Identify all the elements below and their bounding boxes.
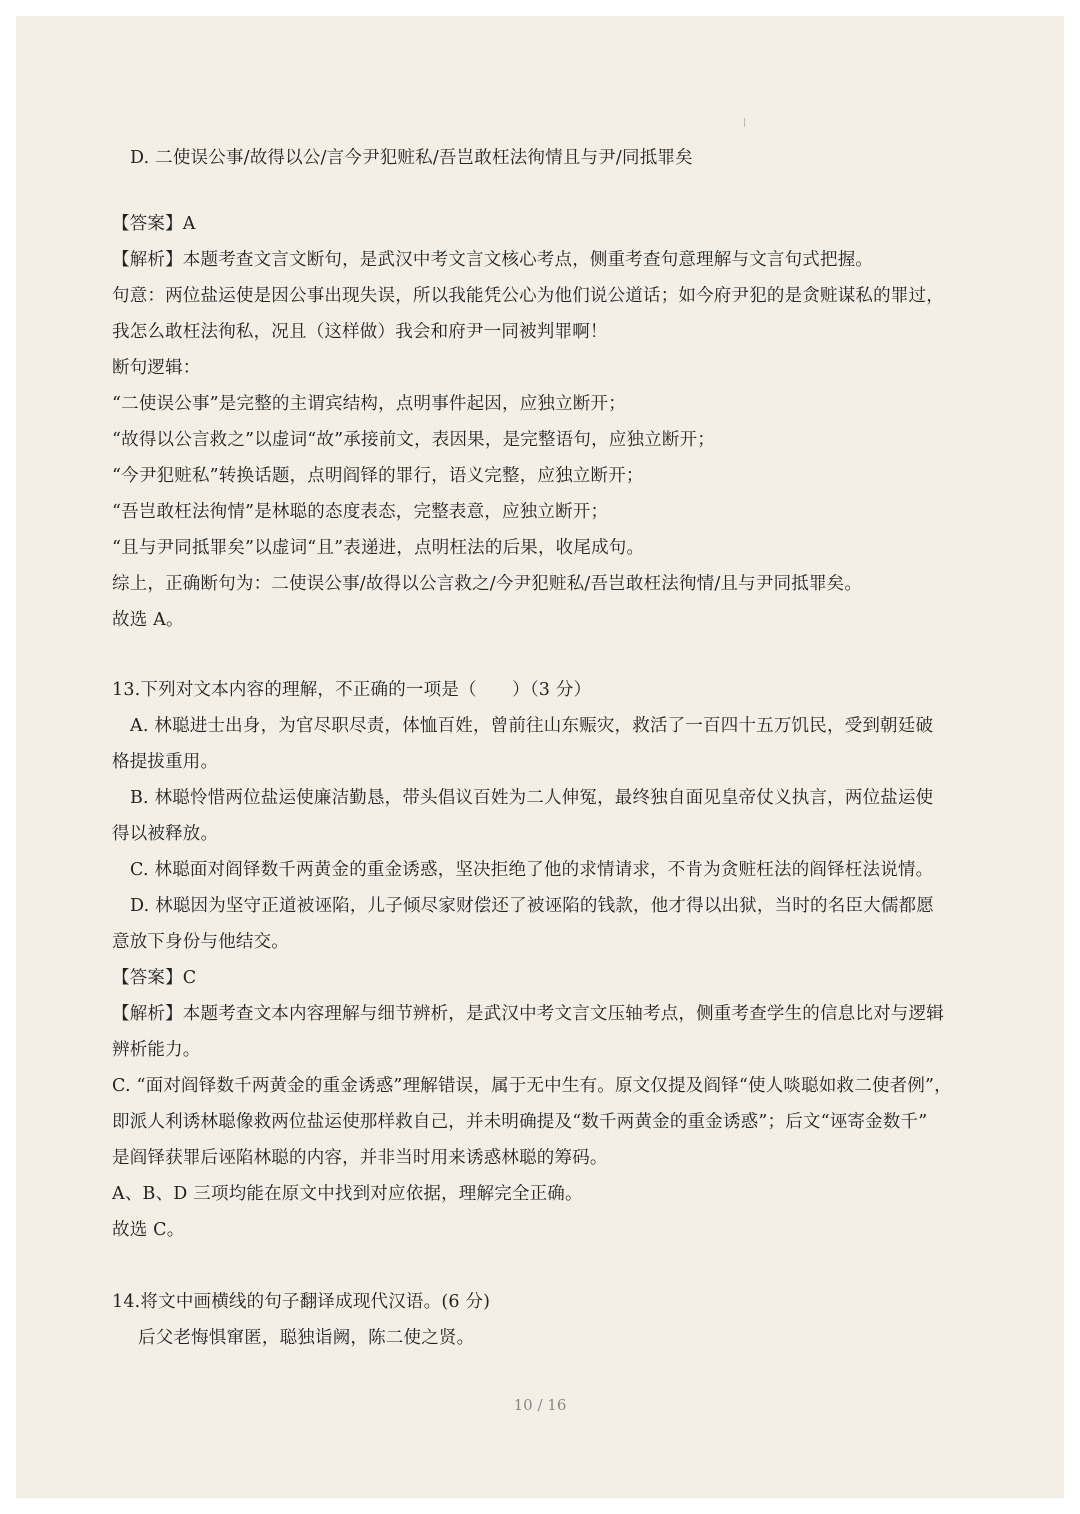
scan-mark <box>744 118 745 127</box>
question-14: 14.将文中画横线的句子翻译成现代汉语。(6 分) <box>112 1292 491 1312</box>
analysis-line: “今尹犯赃私”转换话题，点明阎铎的罪行，语义完整，应独立断开； <box>112 466 644 486</box>
option-d: D. 林聪因为坚守正道被诬陷，儿子倾尽家财偿还了被诬陷的钱款，他才得以出狱，当时的名臣大儒都愿 <box>130 896 934 916</box>
answer-label: 【答案】C <box>112 968 197 988</box>
option-c: C. 林聪面对阎铎数千两黄金的重金诱惑，坚决拒绝了他的求情请求，不肯为贪赃枉法的阎铎枉法说情。 <box>130 860 934 880</box>
analysis-line: 辨析能力。 <box>112 1040 201 1060</box>
analysis-line: C. “面对阎铎数千两黄金的重金诱惑”理解错误，属于无中生有。原文仅提及阎铎“使人啖聪如救二使者例”， <box>112 1076 952 1096</box>
option-d-cont: 意放下身份与他结交。 <box>112 932 289 952</box>
conclusion-line: 故选 A。 <box>112 610 184 630</box>
analysis-line: 断句逻辑： <box>112 358 201 378</box>
document-page <box>16 16 1064 1498</box>
analysis-line: “且与尹同抵罪矣”以虚词“且”表递进，点明枉法的后果，收尾成句。 <box>112 538 645 558</box>
analysis-line: 【解析】本题考查文言文断句，是武汉中考文言文核心考点，侧重考查句意理解与文言句式把握。 <box>112 250 874 270</box>
analysis-line: 综上，正确断句为：二使误公事/故得以公言救之/今尹犯赃私/吾岂敢枉法徇情/且与尹同抵罪矣。 <box>112 574 863 594</box>
option-a: A. 林聪进士出身，为官尽职尽责，体恤百姓，曾前往山东赈灾，救活了一百四十五万饥民，受到朝廷破 <box>130 716 934 736</box>
question-14-sentence: 后父老悔惧窜匿，聪独诣阙，陈二使之贤。 <box>138 1328 475 1348</box>
page-number: 10 / 16 <box>513 1396 567 1414</box>
analysis-line: 【解析】本题考查文本内容理解与细节辨析，是武汉中考文言文压轴考点，侧重考查学生的信息比对与逻辑 <box>112 1004 944 1024</box>
option-a-cont: 格提拔重用。 <box>112 752 219 772</box>
answer-label: 【答案】A <box>112 214 196 234</box>
analysis-line: 句意：两位盐运使是因公事出现失误，所以我能凭公心为他们说公道话；如今府尹犯的是贪赃谋私的罪过， <box>112 286 944 306</box>
analysis-line: A、B、D 三项均能在原文中找到对应依据，理解完全正确。 <box>112 1184 583 1204</box>
analysis-line: 即派人利诱林聪像救两位盐运使那样救自己，并未明确提及“数千两黄金的重金诱惑”；后文“诬寄金数千” <box>112 1112 928 1132</box>
question-13: 13.下列对文本内容的理解，不正确的一项是（ ）（3 分） <box>112 680 592 700</box>
analysis-line: 我怎么敢枉法徇私，况且（这样做）我会和府尹一同被判罪啊！ <box>112 322 608 342</box>
analysis-line: “吾岂敢枉法徇情”是林聪的态度表态，完整表意，应独立断开； <box>112 502 609 522</box>
conclusion-line: 故选 C。 <box>112 1220 185 1240</box>
analysis-line: “故得以公言救之”以虚词“故”承接前文，表因果，是完整语句，应独立断开； <box>112 430 715 450</box>
option-d-line: D. 二使误公事/故得以公/言今尹犯赃私/吾岂敢枉法徇情且与尹/同抵罪矣 <box>130 148 693 168</box>
option-b-cont: 得以被释放。 <box>112 824 219 844</box>
analysis-line: “二使误公事”是完整的主谓宾结构，点明事件起因，应独立断开； <box>112 394 626 414</box>
option-b: B. 林聪怜惜两位盐运使廉洁勤恳，带头倡议百姓为二人伸冤，最终独自面见皇帝仗义执言，两位盐运使 <box>130 788 934 808</box>
analysis-line: 是阎铎获罪后诬陷林聪的内容，并非当时用来诱惑林聪的筹码。 <box>112 1148 608 1168</box>
